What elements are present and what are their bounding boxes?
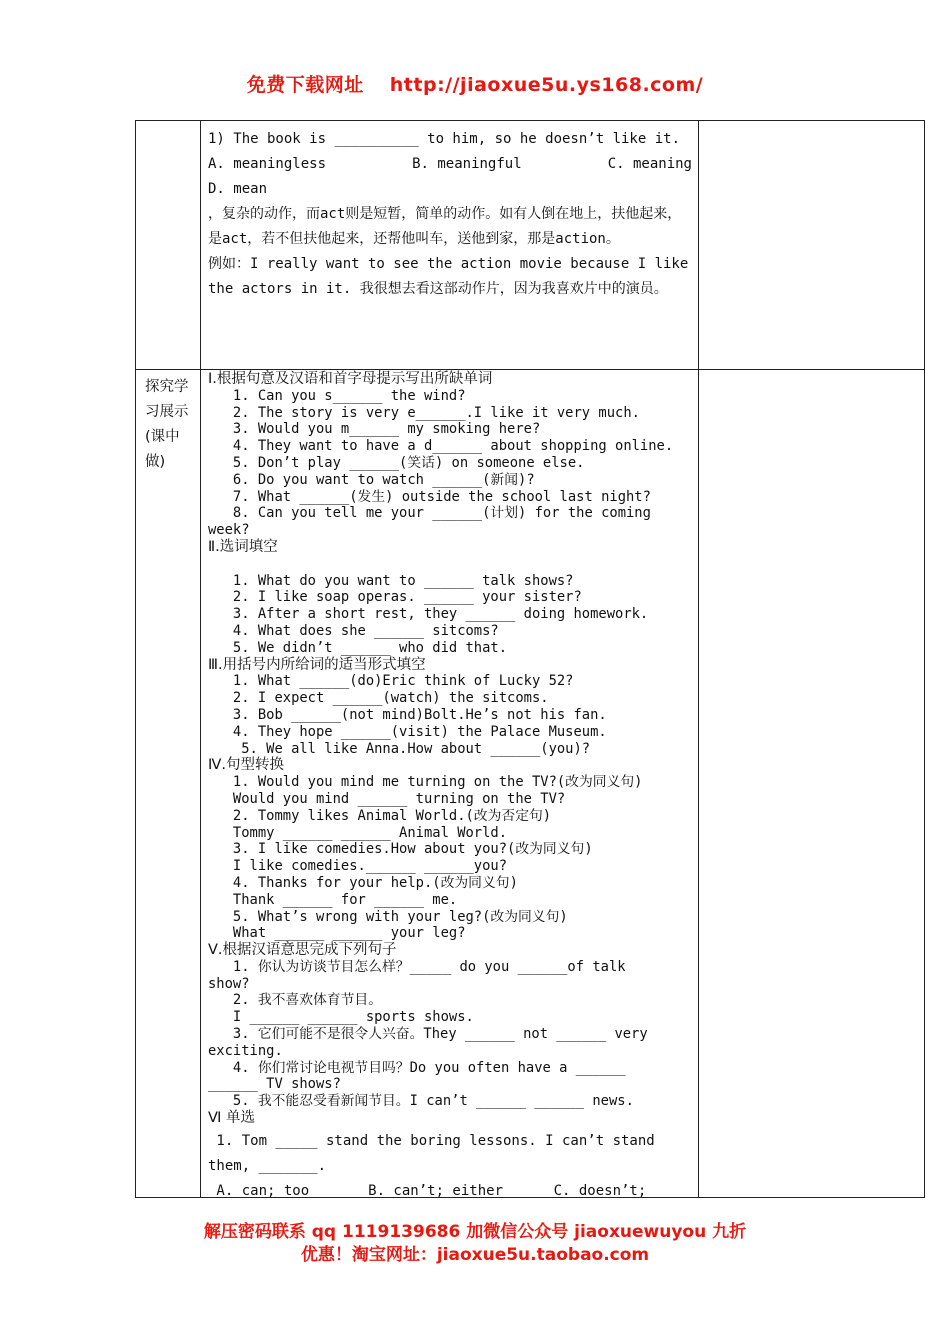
- exercise-line: exciting.: [208, 1042, 283, 1059]
- exercise-line: Thank ______ for ______ me.: [208, 891, 458, 908]
- exercise-line: 5. What’s wrong with your leg?(改为同义句): [208, 908, 568, 925]
- exercise-line: Ⅵ 单选: [208, 1110, 255, 1127]
- exercise-line: Ⅲ.用括号内所给词的适当形式填空: [208, 656, 426, 673]
- exercise-line: 4. 你们常讨论电视节目吗？Do you often have a ______: [208, 1059, 626, 1076]
- column-divider-2: [698, 121, 699, 1197]
- exercise-line: 3. Bob ______(not mind)Bolt.He’s not his fan.: [208, 706, 607, 723]
- exercise-line: What ______ ______ your leg?: [208, 925, 466, 942]
- section-label: 探究学习展示(课中做): [145, 379, 189, 470]
- exercise-line: Ⅱ.选词填空: [208, 538, 278, 555]
- exercise-line: 5. We all like Anna.How about ______(you)?: [208, 740, 591, 757]
- mc-question-cont: them, _______.: [208, 1158, 327, 1174]
- vocab-note-cell: [208, 127, 692, 302]
- exercise-list: [208, 371, 692, 1127]
- exercise-line: 5. 我不能忍受看新闻节目。I can’t ______ ______ news.: [208, 1093, 634, 1110]
- exercise-line: show?: [208, 975, 250, 992]
- exercise-line: 3. After a short rest, they ______ doing homework.: [208, 606, 649, 623]
- page-footer: [0, 1221, 950, 1267]
- mc-question: 1. Tom _____ stand the boring lessons. I can’t stand: [208, 1133, 655, 1149]
- exercise-line: [208, 556, 692, 573]
- exercise-line: 2. The story is very e______.I like it very much.: [208, 404, 640, 421]
- exercise-line: 1. Would you mind me turning on the TV?(改为同义句): [208, 774, 643, 791]
- exercise-line: 4. What does she ______ sitcoms?: [208, 622, 499, 639]
- option-a: A. meaningless: [208, 156, 327, 172]
- question-1: 1) The book is __________ to him, so he doesn’t like it.: [208, 131, 681, 147]
- option-b: B. meaningful: [412, 156, 522, 172]
- option-d: D. mean: [208, 181, 268, 197]
- exercise-line: Tommy ______ ______ Animal World.: [208, 824, 508, 841]
- lesson-table: [135, 120, 925, 1198]
- row-divider: [136, 369, 924, 370]
- mc-options: A. can; too B. can’t; either C. doesn’t;: [208, 1183, 647, 1199]
- exercise-line: 3. 它们可能不是很令人兴奋。They ______ not ______ very: [208, 1026, 648, 1043]
- option-c: C. meaning: [607, 156, 692, 172]
- exercise-line: 4. They hope ______(visit) the Palace Museum.: [208, 723, 607, 740]
- header-url[interactable]: http://jiaoxue5u.ys168.com/: [389, 74, 704, 96]
- exercise-line: 1. What do you want to ______ talk shows?: [208, 572, 574, 589]
- exercise-line: 3. Would you m______ my smoking here?: [208, 421, 541, 438]
- footer-line-1: 解压密码联系 qq 1119139686 加微信公众号 jiaoxuewuyou 九折: [203, 1222, 747, 1242]
- exercise-line: 5. Don’t play ______(笑话) on someone else.: [208, 454, 585, 471]
- exercise-line: 8. Can you tell me your ______(计划) for the coming: [208, 505, 651, 522]
- column-divider-1: [200, 121, 201, 1197]
- exercise-line: 4. They want to have a d______ about shopping online.: [208, 438, 674, 455]
- exercise-line: 2. 我不喜欢体育节目。: [208, 992, 383, 1009]
- exercise-line: week?: [208, 522, 250, 539]
- exercise-line: 4. Thanks for your help.(改为同义句): [208, 874, 518, 891]
- exercise-line: 1. What ______(do)Eric think of Lucky 52?: [208, 673, 574, 690]
- exercise-line: 1. Can you s______ the wind?: [208, 387, 466, 404]
- exercise-line: I like comedies.______ ______you?: [208, 858, 508, 875]
- exercise-line: Would you mind ______ turning on the TV?: [208, 790, 566, 807]
- exercise-line: 6. Do you want to watch ______(新闻)?: [208, 471, 535, 488]
- exercise-line: 3. I like comedies.How about you?(改为同义句): [208, 841, 593, 858]
- exercise-line: ______ TV shows?: [208, 1076, 341, 1093]
- exercise-line: 7. What ______(发生) outside the school last night?: [208, 488, 651, 505]
- multiple-choice: [208, 1129, 692, 1204]
- exercise-line: 2. Tommy likes Animal World.(改为否定句): [208, 807, 552, 824]
- page-header: [0, 70, 950, 97]
- exercise-line: Ⅴ.根据汉语意思完成下列句子: [208, 942, 397, 959]
- exercise-line: I ______ ______ sports shows.: [208, 1009, 474, 1026]
- footer-line-2: 优惠！淘宝网址：jiaoxue5u.taobao.com: [300, 1245, 650, 1265]
- exercise-line: Ⅰ.根据句意及汉语和首字母提示写出所缺单词: [208, 371, 493, 387]
- example-sentence: 例如：I really want to see the action movie because I like the actors in it. 我很想去看这部动作片，因为我喜欢片中的演员。: [208, 256, 689, 297]
- exercise-line: 1. 你认为访谈节目怎么样？_____ do you ______of talk: [208, 958, 626, 975]
- header-label: 免费下载网址: [246, 74, 364, 96]
- options-row: [208, 152, 692, 177]
- exercise-line: Ⅳ.句型转换: [208, 757, 284, 774]
- exercise-line: 2. I like soap operas. ______ your sister?: [208, 589, 582, 606]
- usage-note: ，复杂的动作，而act则是短暂，简单的动作。如有人倒在地上，扶他起来，是act，若不但扶他起来，还帮他叫车，送他到家，那是action。: [208, 206, 682, 247]
- exercise-line: 2. I expect ______(watch) the sitcoms.: [208, 690, 549, 707]
- exercise-line: 5. We didn’t ______ who did that.: [208, 639, 508, 656]
